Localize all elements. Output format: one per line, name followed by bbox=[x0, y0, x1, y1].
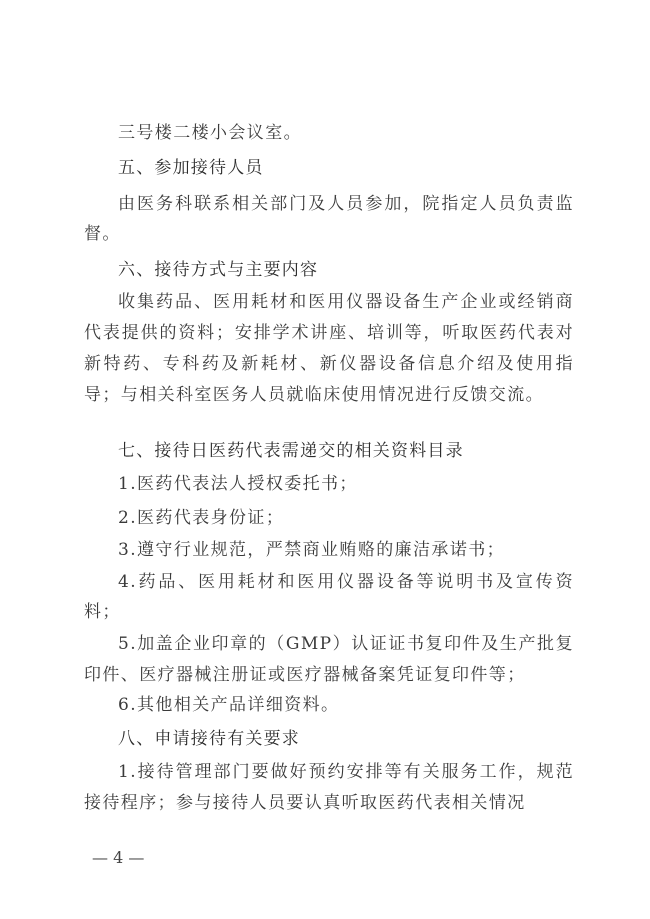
section-5-body: 由医务科联系相关部门及人员参加，院指定人员负责监督。 bbox=[84, 194, 574, 244]
section-8-heading: 八、申请接待有关要求 bbox=[118, 729, 300, 749]
list-item-6: 6.其他相关产品详细资料。 bbox=[118, 695, 340, 715]
page-number: — 4 — bbox=[92, 848, 145, 867]
section-5-heading: 五、参加接待人员 bbox=[118, 158, 264, 178]
section-6-heading: 六、接待方式与主要内容 bbox=[118, 260, 319, 280]
list-item-2: 2.医药代表身份证； bbox=[118, 508, 285, 528]
intro-line: 三号楼二楼小会议室。 bbox=[118, 123, 302, 143]
section-6-body: 收集药品、医用耗材和医用仪器设备生产企业或经销商代表提供的资料；安排学术讲座、培训等，听取医药代表对新特药、专科药及新耗材、新仪器设备信息介绍及使用指导；与相关科室医务人员就临床使用情况进行反馈交流。 bbox=[84, 292, 574, 405]
list-item-4: 4.药品、医用耗材和医用仪器设备等说明书及宣传资料； bbox=[84, 572, 574, 622]
list-item-5: 5.加盖企业印章的（GMP）认证证书复印件及生产批复印件、医疗器械注册证或医疗器械备案凭证复印件等； bbox=[84, 634, 574, 685]
section-7-heading: 七、接待日医药代表需递交的相关资料目录 bbox=[118, 441, 464, 461]
section-8-body: 1.接待管理部门要做好预约安排等有关服务工作，规范接待程序；参与接待人员要认真听取医药代表相关情况 bbox=[84, 762, 574, 813]
list-item-3: 3.遵守行业规范，严禁商业贿赂的廉洁承诺书； bbox=[118, 540, 506, 560]
list-item-1: 1.医药代表法人授权委托书； bbox=[118, 474, 358, 494]
